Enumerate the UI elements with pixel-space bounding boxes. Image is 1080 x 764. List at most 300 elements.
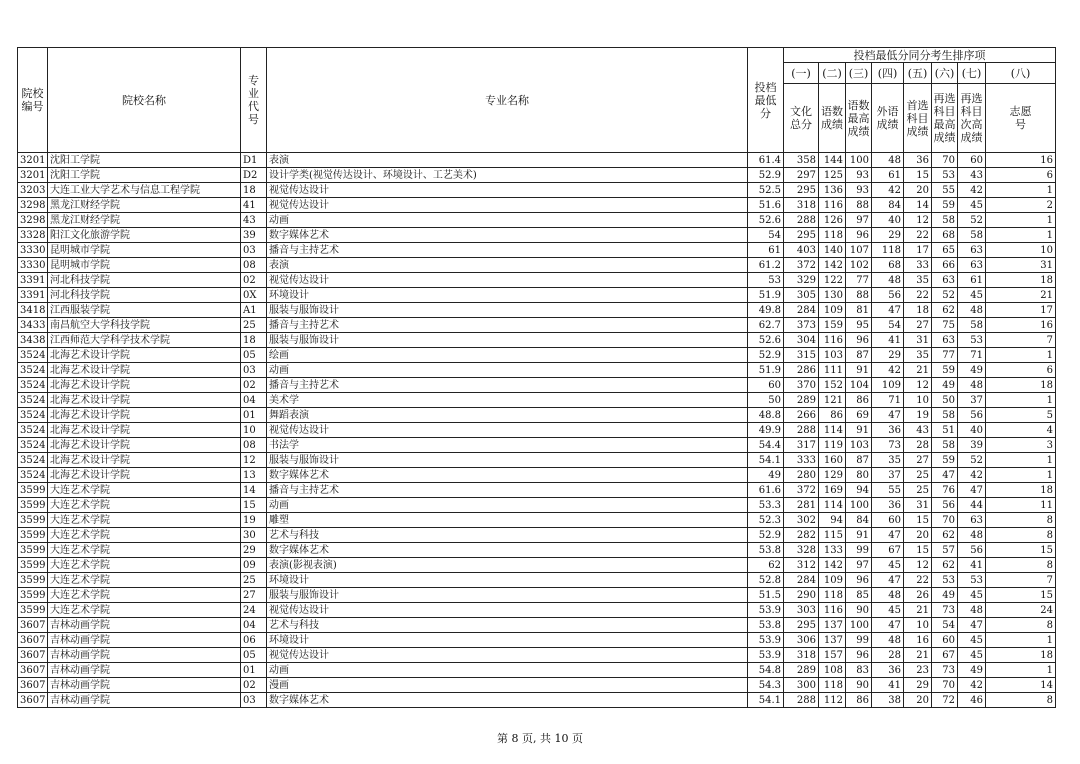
cell-foreign-lang: 35 <box>872 453 904 468</box>
table-row <box>18 213 1056 228</box>
cell-school-name: 大连工业大学艺术与信息工程学院 <box>48 183 241 198</box>
cell-foreign-lang: 42 <box>872 183 904 198</box>
cell-major-name: 服装与服饰设计 <box>267 303 748 318</box>
cell-second-subject-max: 70 <box>932 513 958 528</box>
table-row <box>18 378 1056 393</box>
cell-first-subject: 20 <box>904 693 932 708</box>
cell-second-subject-max: 65 <box>932 243 958 258</box>
cell-major-code: 02 <box>241 273 267 288</box>
cell-chinese-math-max: 84 <box>846 513 872 528</box>
cell-second-subject-max: 76 <box>932 483 958 498</box>
cell-culture-total: 318 <box>784 198 819 213</box>
table-row <box>18 498 1056 513</box>
cell-school-code: 3418 <box>18 303 48 318</box>
cell-chinese-math: 129 <box>819 468 846 483</box>
cell-school-code: 3524 <box>18 423 48 438</box>
cell-min-score: 51.6 <box>748 198 784 213</box>
cell-second-subject-next: 63 <box>958 513 986 528</box>
cell-culture-total: 312 <box>784 558 819 573</box>
cell-chinese-math-max: 86 <box>846 393 872 408</box>
cell-second-subject-max: 47 <box>932 468 958 483</box>
cell-culture-total: 286 <box>784 363 819 378</box>
cell-second-subject-next: 47 <box>958 483 986 498</box>
cell-major-code: 03 <box>241 363 267 378</box>
table-row <box>18 603 1056 618</box>
cell-preference-no: 6 <box>986 168 1056 183</box>
cell-chinese-math: 157 <box>819 648 846 663</box>
cell-second-subject-next: 71 <box>958 348 986 363</box>
cell-major-name: 绘画 <box>267 348 748 363</box>
cell-preference-no: 7 <box>986 333 1056 348</box>
cell-school-name: 北海艺术设计学院 <box>48 468 241 483</box>
cell-school-name: 吉林动画学院 <box>48 618 241 633</box>
cell-culture-total: 282 <box>784 528 819 543</box>
cell-min-score: 51.9 <box>748 288 784 303</box>
cell-second-subject-max: 70 <box>932 153 958 168</box>
cell-preference-no: 1 <box>986 348 1056 363</box>
cell-foreign-lang: 48 <box>872 153 904 168</box>
cell-chinese-math-max: 91 <box>846 423 872 438</box>
cell-second-subject-max: 75 <box>932 318 958 333</box>
cell-second-subject-max: 66 <box>932 258 958 273</box>
header-school-name: 院校名称 <box>48 48 241 153</box>
cell-major-code: D2 <box>241 168 267 183</box>
table-row <box>18 318 1056 333</box>
cell-major-name: 动画 <box>267 663 748 678</box>
cell-major-name: 动画 <box>267 498 748 513</box>
cell-chinese-math-max: 96 <box>846 573 872 588</box>
cell-school-name: 昆明城市学院 <box>48 258 241 273</box>
cell-school-code: 3524 <box>18 378 48 393</box>
cell-school-code: 3607 <box>18 618 48 633</box>
cell-first-subject: 10 <box>904 393 932 408</box>
cell-foreign-lang: 48 <box>872 633 904 648</box>
admission-table <box>17 47 1056 708</box>
cell-min-score: 48.8 <box>748 408 784 423</box>
cell-major-code: 10 <box>241 423 267 438</box>
cell-school-name: 大连艺术学院 <box>48 558 241 573</box>
cell-major-name: 艺术与科技 <box>267 528 748 543</box>
header-sub-2: 语数成绩 <box>819 84 846 153</box>
cell-first-subject: 43 <box>904 423 932 438</box>
cell-school-name: 北海艺术设计学院 <box>48 408 241 423</box>
cell-school-code: 3330 <box>18 243 48 258</box>
cell-culture-total: 289 <box>784 663 819 678</box>
cell-second-subject-next: 45 <box>958 648 986 663</box>
cell-min-score: 62.7 <box>748 318 784 333</box>
cell-major-name: 漫画 <box>267 678 748 693</box>
cell-second-subject-max: 58 <box>932 408 958 423</box>
cell-culture-total: 288 <box>784 693 819 708</box>
cell-school-code: 3607 <box>18 633 48 648</box>
cell-min-score: 52.3 <box>748 513 784 528</box>
cell-foreign-lang: 45 <box>872 603 904 618</box>
cell-second-subject-next: 40 <box>958 423 986 438</box>
cell-major-code: 18 <box>241 333 267 348</box>
cell-preference-no: 31 <box>986 258 1056 273</box>
cell-school-code: 3599 <box>18 573 48 588</box>
cell-min-score: 54 <box>748 228 784 243</box>
cell-second-subject-next: 61 <box>958 273 986 288</box>
cell-first-subject: 26 <box>904 588 932 603</box>
cell-chinese-math: 116 <box>819 603 846 618</box>
cell-chinese-math: 133 <box>819 543 846 558</box>
table-row <box>18 648 1056 663</box>
cell-school-code: 3330 <box>18 258 48 273</box>
cell-second-subject-max: 53 <box>932 168 958 183</box>
cell-preference-no: 6 <box>986 363 1056 378</box>
cell-culture-total: 372 <box>784 258 819 273</box>
cell-second-subject-next: 53 <box>958 333 986 348</box>
cell-major-code: 03 <box>241 243 267 258</box>
cell-chinese-math: 160 <box>819 453 846 468</box>
cell-min-score: 61 <box>748 243 784 258</box>
cell-school-code: 3607 <box>18 663 48 678</box>
cell-preference-no: 18 <box>986 378 1056 393</box>
cell-major-code: 0X <box>241 288 267 303</box>
cell-culture-total: 305 <box>784 288 819 303</box>
cell-first-subject: 16 <box>904 633 932 648</box>
cell-preference-no: 15 <box>986 543 1056 558</box>
cell-major-name: 播音与主持艺术 <box>267 483 748 498</box>
cell-chinese-math: 122 <box>819 273 846 288</box>
cell-preference-no: 10 <box>986 243 1056 258</box>
cell-first-subject: 27 <box>904 453 932 468</box>
cell-second-subject-next: 45 <box>958 198 986 213</box>
cell-min-score: 53.8 <box>748 543 784 558</box>
header-order-1: (一) <box>784 63 819 84</box>
cell-foreign-lang: 73 <box>872 438 904 453</box>
cell-foreign-lang: 45 <box>872 558 904 573</box>
cell-chinese-math-max: 100 <box>846 498 872 513</box>
cell-min-score: 61.2 <box>748 258 784 273</box>
cell-chinese-math: 116 <box>819 333 846 348</box>
cell-school-name: 吉林动画学院 <box>48 633 241 648</box>
cell-min-score: 53.9 <box>748 633 784 648</box>
cell-school-code: 3438 <box>18 333 48 348</box>
table-row <box>18 153 1056 168</box>
cell-school-code: 3524 <box>18 393 48 408</box>
cell-foreign-lang: 48 <box>872 273 904 288</box>
cell-second-subject-max: 51 <box>932 423 958 438</box>
cell-first-subject: 18 <box>904 303 932 318</box>
cell-school-name: 吉林动画学院 <box>48 663 241 678</box>
cell-school-code: 3599 <box>18 588 48 603</box>
cell-foreign-lang: 55 <box>872 483 904 498</box>
cell-second-subject-max: 70 <box>932 678 958 693</box>
cell-preference-no: 1 <box>986 228 1056 243</box>
cell-major-code: 02 <box>241 678 267 693</box>
cell-second-subject-max: 49 <box>932 588 958 603</box>
cell-school-code: 3298 <box>18 198 48 213</box>
cell-major-code: 04 <box>241 618 267 633</box>
cell-min-score: 54.1 <box>748 693 784 708</box>
cell-major-name: 艺术与科技 <box>267 618 748 633</box>
cell-second-subject-max: 73 <box>932 663 958 678</box>
cell-preference-no: 24 <box>986 603 1056 618</box>
cell-school-name: 江西服装学院 <box>48 303 241 318</box>
cell-chinese-math: 137 <box>819 633 846 648</box>
cell-second-subject-next: 42 <box>958 678 986 693</box>
cell-culture-total: 295 <box>784 183 819 198</box>
cell-first-subject: 27 <box>904 318 932 333</box>
cell-major-name: 服装与服饰设计 <box>267 588 748 603</box>
cell-chinese-math: 152 <box>819 378 846 393</box>
cell-school-name: 河北科技学院 <box>48 288 241 303</box>
cell-foreign-lang: 41 <box>872 678 904 693</box>
cell-first-subject: 20 <box>904 183 932 198</box>
cell-foreign-lang: 47 <box>872 528 904 543</box>
cell-major-name: 表演 <box>267 153 748 168</box>
cell-school-name: 吉林动画学院 <box>48 693 241 708</box>
cell-second-subject-next: 46 <box>958 693 986 708</box>
cell-school-code: 3391 <box>18 288 48 303</box>
page-footer: 第 8 页, 共 10 页 <box>497 732 583 745</box>
cell-first-subject: 14 <box>904 198 932 213</box>
cell-school-name: 大连艺术学院 <box>48 483 241 498</box>
cell-culture-total: 318 <box>784 648 819 663</box>
cell-foreign-lang: 61 <box>872 168 904 183</box>
cell-min-score: 54.8 <box>748 663 784 678</box>
cell-second-subject-next: 60 <box>958 153 986 168</box>
cell-major-code: A1 <box>241 303 267 318</box>
cell-foreign-lang: 28 <box>872 648 904 663</box>
cell-school-code: 3607 <box>18 648 48 663</box>
cell-major-code: 25 <box>241 318 267 333</box>
cell-major-name: 视觉传达设计 <box>267 648 748 663</box>
cell-major-name: 视觉传达设计 <box>267 603 748 618</box>
table-row <box>18 513 1056 528</box>
cell-school-name: 大连艺术学院 <box>48 603 241 618</box>
table-row <box>18 168 1056 183</box>
cell-chinese-math-max: 104 <box>846 378 872 393</box>
cell-chinese-math-max: 86 <box>846 693 872 708</box>
cell-second-subject-max: 56 <box>932 498 958 513</box>
cell-min-score: 52.9 <box>748 168 784 183</box>
table-row <box>18 423 1056 438</box>
cell-first-subject: 36 <box>904 153 932 168</box>
cell-preference-no: 15 <box>986 588 1056 603</box>
cell-culture-total: 403 <box>784 243 819 258</box>
cell-school-name: 大连艺术学院 <box>48 573 241 588</box>
cell-second-subject-next: 49 <box>958 663 986 678</box>
cell-culture-total: 288 <box>784 213 819 228</box>
cell-major-name: 数字媒体艺术 <box>267 543 748 558</box>
header-order-5: (五) <box>904 63 932 84</box>
cell-major-name: 视觉传达设计 <box>267 423 748 438</box>
cell-chinese-math-max: 87 <box>846 348 872 363</box>
cell-school-code: 3524 <box>18 408 48 423</box>
cell-school-name: 阳江文化旅游学院 <box>48 228 241 243</box>
cell-major-name: 视觉传达设计 <box>267 183 748 198</box>
cell-second-subject-next: 42 <box>958 183 986 198</box>
cell-second-subject-next: 52 <box>958 213 986 228</box>
cell-culture-total: 329 <box>784 273 819 288</box>
table-row <box>18 303 1056 318</box>
cell-culture-total: 304 <box>784 333 819 348</box>
cell-chinese-math-max: 99 <box>846 633 872 648</box>
cell-school-code: 3201 <box>18 168 48 183</box>
cell-major-code: 03 <box>241 693 267 708</box>
cell-foreign-lang: 60 <box>872 513 904 528</box>
cell-second-subject-next: 48 <box>958 378 986 393</box>
cell-first-subject: 23 <box>904 663 932 678</box>
cell-chinese-math: 112 <box>819 693 846 708</box>
cell-chinese-math-max: 97 <box>846 213 872 228</box>
table-row <box>18 558 1056 573</box>
cell-preference-no: 1 <box>986 468 1056 483</box>
table-row <box>18 483 1056 498</box>
cell-second-subject-max: 68 <box>932 228 958 243</box>
cell-first-subject: 21 <box>904 603 932 618</box>
cell-culture-total: 373 <box>784 318 819 333</box>
cell-school-name: 大连艺术学院 <box>48 528 241 543</box>
table-row <box>18 363 1056 378</box>
cell-min-score: 53.9 <box>748 603 784 618</box>
cell-major-code: 08 <box>241 258 267 273</box>
cell-school-name: 北海艺术设计学院 <box>48 453 241 468</box>
header-order-3: (三) <box>846 63 872 84</box>
cell-major-code: 19 <box>241 513 267 528</box>
cell-major-code: 01 <box>241 408 267 423</box>
cell-preference-no: 1 <box>986 633 1056 648</box>
cell-preference-no: 8 <box>986 693 1056 708</box>
cell-min-score: 54.1 <box>748 453 784 468</box>
cell-chinese-math-max: 77 <box>846 273 872 288</box>
cell-school-code: 3599 <box>18 528 48 543</box>
cell-chinese-math-max: 100 <box>846 153 872 168</box>
cell-preference-no: 8 <box>986 528 1056 543</box>
cell-min-score: 53.3 <box>748 498 784 513</box>
cell-chinese-math-max: 93 <box>846 168 872 183</box>
cell-chinese-math-max: 103 <box>846 438 872 453</box>
cell-school-name: 北海艺术设计学院 <box>48 393 241 408</box>
header-sub-6: 再选科目最高成绩 <box>932 84 958 153</box>
cell-culture-total: 266 <box>784 408 819 423</box>
cell-preference-no: 3 <box>986 438 1056 453</box>
cell-chinese-math-max: 83 <box>846 663 872 678</box>
cell-second-subject-next: 48 <box>958 303 986 318</box>
cell-school-code: 3524 <box>18 468 48 483</box>
table-row <box>18 228 1056 243</box>
cell-culture-total: 333 <box>784 453 819 468</box>
cell-school-code: 3201 <box>18 153 48 168</box>
cell-major-code: 15 <box>241 498 267 513</box>
cell-school-name: 北海艺术设计学院 <box>48 438 241 453</box>
cell-first-subject: 33 <box>904 258 932 273</box>
cell-major-code: 05 <box>241 348 267 363</box>
header-order-7: (七) <box>958 63 986 84</box>
cell-first-subject: 15 <box>904 168 932 183</box>
cell-foreign-lang: 84 <box>872 198 904 213</box>
cell-foreign-lang: 29 <box>872 228 904 243</box>
cell-second-subject-next: 37 <box>958 393 986 408</box>
cell-school-name: 吉林动画学院 <box>48 648 241 663</box>
cell-major-code: 30 <box>241 528 267 543</box>
cell-major-code: 12 <box>241 453 267 468</box>
header-sub-8: 志愿号 <box>986 84 1056 153</box>
cell-foreign-lang: 54 <box>872 318 904 333</box>
table-row <box>18 348 1056 363</box>
cell-second-subject-next: 47 <box>958 618 986 633</box>
cell-second-subject-max: 58 <box>932 438 958 453</box>
cell-second-subject-next: 49 <box>958 363 986 378</box>
cell-chinese-math-max: 100 <box>846 618 872 633</box>
cell-second-subject-max: 55 <box>932 183 958 198</box>
cell-school-name: 大连艺术学院 <box>48 588 241 603</box>
cell-first-subject: 21 <box>904 363 932 378</box>
cell-preference-no: 2 <box>986 198 1056 213</box>
cell-major-name: 雕塑 <box>267 513 748 528</box>
cell-culture-total: 290 <box>784 588 819 603</box>
cell-chinese-math: 142 <box>819 258 846 273</box>
cell-second-subject-max: 62 <box>932 303 958 318</box>
cell-major-code: 01 <box>241 663 267 678</box>
cell-major-code: 06 <box>241 633 267 648</box>
cell-preference-no: 14 <box>986 678 1056 693</box>
cell-min-score: 53.9 <box>748 648 784 663</box>
cell-major-name: 服装与服饰设计 <box>267 333 748 348</box>
cell-chinese-math: 159 <box>819 318 846 333</box>
table-row <box>18 438 1056 453</box>
cell-school-code: 3524 <box>18 363 48 378</box>
cell-second-subject-max: 59 <box>932 453 958 468</box>
cell-culture-total: 317 <box>784 438 819 453</box>
table-row <box>18 543 1056 558</box>
table-row <box>18 243 1056 258</box>
cell-chinese-math: 109 <box>819 303 846 318</box>
header-order-2: (二) <box>819 63 846 84</box>
cell-min-score: 51.5 <box>748 588 784 603</box>
cell-culture-total: 306 <box>784 633 819 648</box>
cell-major-code: 18 <box>241 183 267 198</box>
cell-preference-no: 7 <box>986 573 1056 588</box>
cell-second-subject-next: 48 <box>958 528 986 543</box>
table-row <box>18 408 1056 423</box>
cell-major-name: 服装与服饰设计 <box>267 453 748 468</box>
cell-second-subject-next: 45 <box>958 288 986 303</box>
cell-chinese-math-max: 90 <box>846 678 872 693</box>
cell-first-subject: 29 <box>904 678 932 693</box>
header-order-8: (八) <box>986 63 1056 84</box>
cell-chinese-math: 94 <box>819 513 846 528</box>
cell-second-subject-max: 60 <box>932 633 958 648</box>
cell-culture-total: 284 <box>784 573 819 588</box>
cell-second-subject-max: 58 <box>932 213 958 228</box>
cell-chinese-math: 103 <box>819 348 846 363</box>
cell-second-subject-next: 58 <box>958 228 986 243</box>
cell-school-code: 3607 <box>18 678 48 693</box>
cell-major-code: 05 <box>241 648 267 663</box>
cell-chinese-math-max: 85 <box>846 588 872 603</box>
cell-culture-total: 289 <box>784 393 819 408</box>
cell-school-code: 3524 <box>18 438 48 453</box>
cell-chinese-math-max: 107 <box>846 243 872 258</box>
cell-chinese-math-max: 88 <box>846 288 872 303</box>
cell-chinese-math-max: 96 <box>846 648 872 663</box>
cell-foreign-lang: 56 <box>872 288 904 303</box>
cell-first-subject: 25 <box>904 483 932 498</box>
cell-first-subject: 22 <box>904 573 932 588</box>
cell-major-name: 数字媒体艺术 <box>267 228 748 243</box>
cell-major-name: 环境设计 <box>267 288 748 303</box>
cell-foreign-lang: 36 <box>872 423 904 438</box>
cell-foreign-lang: 118 <box>872 243 904 258</box>
cell-major-code: 29 <box>241 543 267 558</box>
cell-second-subject-next: 45 <box>958 588 986 603</box>
cell-second-subject-max: 54 <box>932 618 958 633</box>
cell-min-score: 61.6 <box>748 483 784 498</box>
